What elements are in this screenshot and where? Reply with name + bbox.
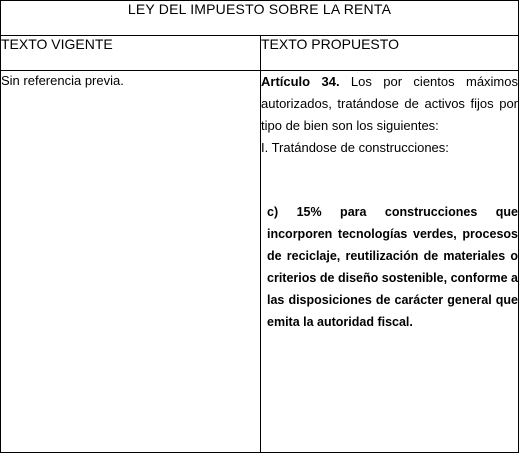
article-text: Los por cientos máximos autorizados, tratándose de activos fijos por tipo de bien son los siguientes: xyxy=(261,74,518,133)
fraction-text: I. Tratándose de construcciones: xyxy=(261,140,449,155)
article-label: Artículo 34. xyxy=(261,74,340,89)
content-row xyxy=(1,71,519,453)
header-proposed-text: TEXTO PROPUESTO xyxy=(261,36,519,71)
header-row xyxy=(1,36,519,71)
title-row xyxy=(1,1,519,36)
current-text-cell xyxy=(1,71,261,453)
table-title: LEY DEL IMPUESTO SOBRE LA RENTA xyxy=(1,1,519,36)
proposed-text-cell xyxy=(261,71,519,453)
inciso-text: c) 15% para construcciones que incorporen tecnologías verdes, procesos de reciclaje, reutilización de materiales o criterios de diseño sostenible, conforme a las disposiciones de carácter general que emita la autoridad fiscal. xyxy=(267,205,518,329)
article-paragraph xyxy=(261,71,518,137)
current-text: Sin referencia previa. xyxy=(1,73,124,88)
header-current-text: TEXTO VIGENTE xyxy=(1,36,261,71)
